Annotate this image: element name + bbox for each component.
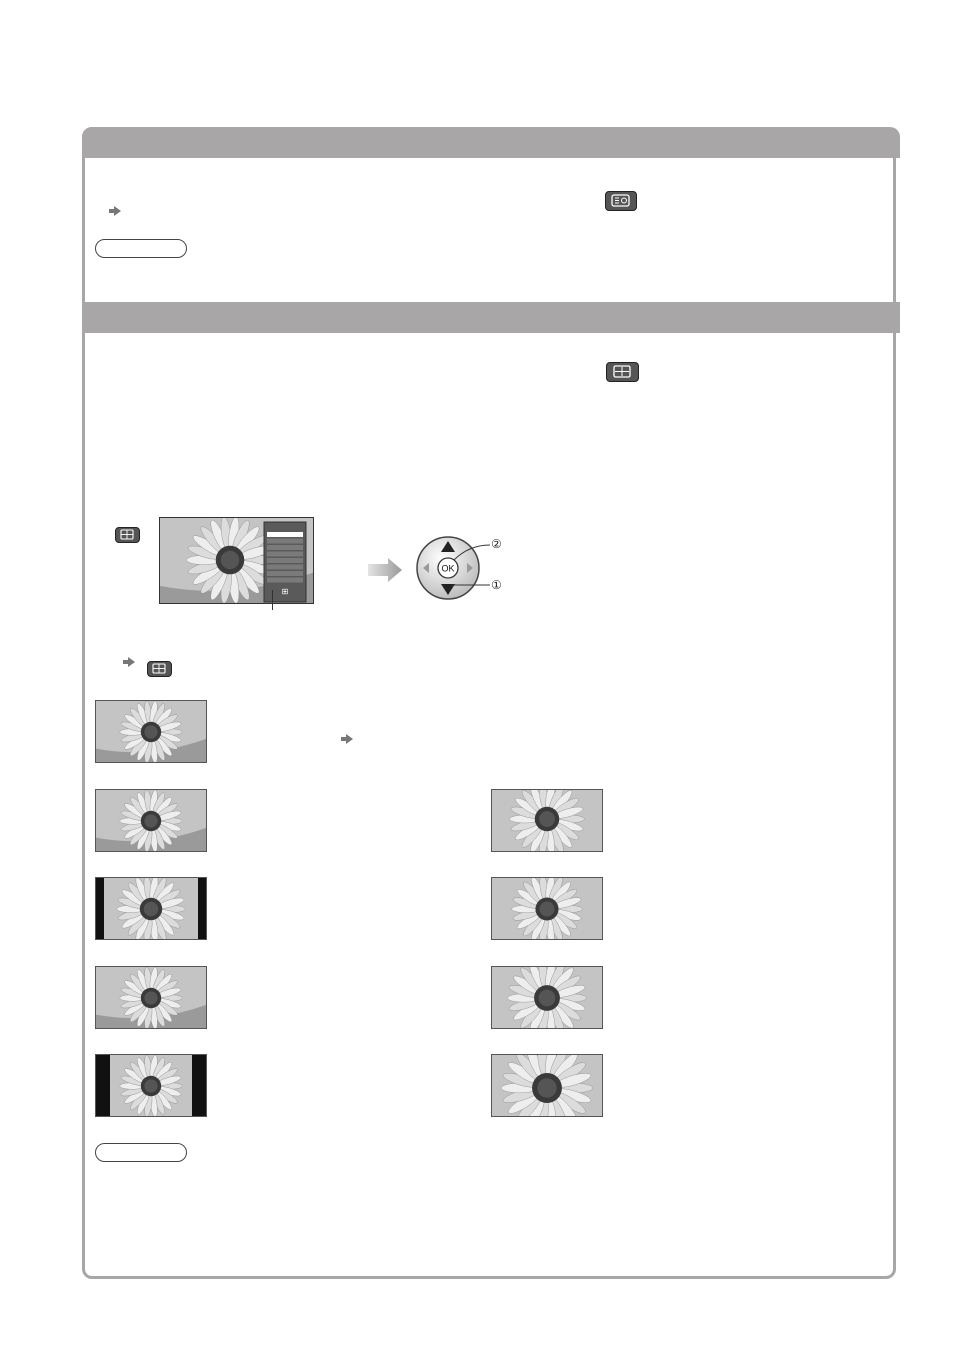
menu-pointer-line [272, 590, 273, 610]
viewing-mode-button-icon [605, 191, 637, 211]
aspect-thumb-16-9 [95, 789, 207, 852]
ok-label: OK [441, 563, 455, 574]
aspect-thumb-14-9 [491, 789, 603, 852]
section-header-bar-1 [82, 127, 900, 158]
aspect-thumb-4-3 [491, 877, 603, 940]
arrow-right-icon [128, 657, 135, 667]
aspect-thumb-zoom1 [491, 966, 603, 1029]
aspect-thumb-zoom2 [95, 1054, 207, 1117]
aspect-button-icon-small [115, 527, 140, 543]
next-step-arrow-icon [368, 558, 402, 582]
aspect-button-icon [606, 362, 639, 382]
tv-screen-with-aspect-menu [159, 517, 314, 604]
aspect-thumb-auto [95, 700, 207, 763]
aspect-thumb-zoom3 [491, 1054, 603, 1117]
aspect-button-icon-small [147, 661, 172, 677]
note-label-2 [95, 1143, 187, 1162]
arrow-right-icon [346, 734, 353, 744]
aspect-thumb-just [95, 877, 207, 940]
note-label-1 [95, 239, 187, 258]
step-2-marker: ② [491, 537, 502, 551]
step-1-marker: ① [491, 578, 502, 592]
aspect-thumb-4-3-full [95, 966, 207, 1029]
aspect-menu-icon: ⊞ [281, 587, 289, 596]
arrow-right-icon [114, 206, 121, 216]
section-header-bar-2 [82, 302, 900, 333]
